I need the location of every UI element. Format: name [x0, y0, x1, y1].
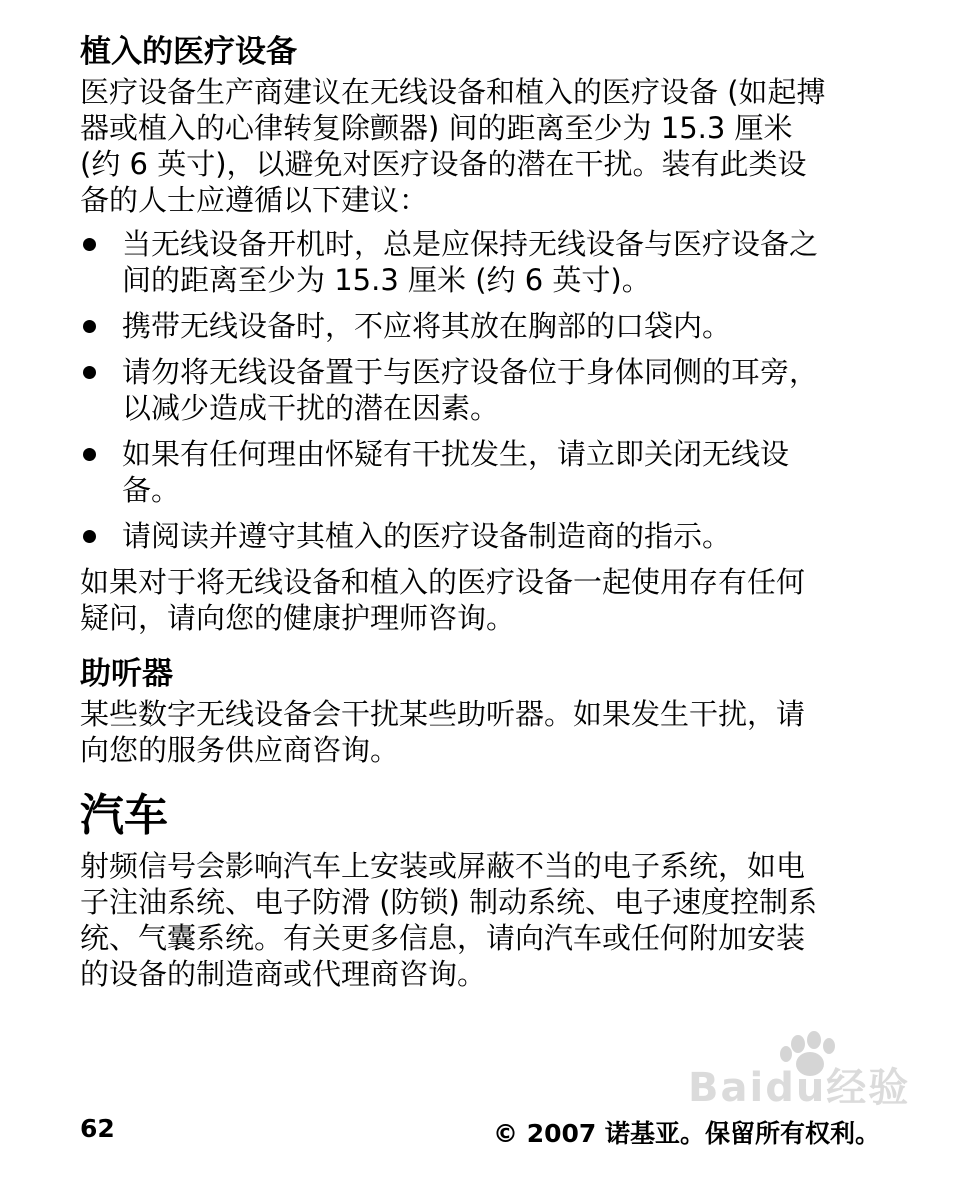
section-title-implants: 植入的医疗设备: [80, 34, 297, 70]
list-item: [80, 354, 888, 426]
vehicles-paragraph: [80, 848, 888, 992]
bullet-icon: [83, 238, 96, 251]
copyright-notice: © 2007 诺基亚。保留所有权利。: [493, 1119, 880, 1148]
text-line: 请勿将无线设备置于与医疗设备位于身体同侧的耳旁，: [122, 355, 819, 389]
text-line: 向您的服务供应商咨询。: [80, 733, 400, 767]
implant-intro-paragraph: [80, 74, 888, 218]
section-title-vehicles: 汽车: [80, 790, 168, 841]
page-number: 62: [80, 1114, 115, 1143]
text-line: 备的人士应遵循以下建议：: [80, 183, 429, 217]
implant-outro-paragraph: [80, 564, 888, 636]
bullet-icon: [83, 530, 96, 543]
bullet-icon: [83, 320, 96, 333]
list-item: [80, 226, 888, 298]
list-item: [80, 518, 888, 554]
text-line: 以减少造成干扰的潜在因素。: [122, 391, 500, 425]
baidu-watermark: [688, 1022, 911, 1118]
text-line: 的设备的制造商或代理商咨询。: [80, 957, 487, 991]
bullet-icon: [83, 448, 96, 461]
text-line: 统、气囊系统。有关更多信息，请向汽车或任何附加安装: [80, 921, 806, 955]
list-item: [80, 436, 888, 508]
list-item: [80, 308, 888, 344]
text-line: 当无线设备开机时，总是应保持无线设备与医疗设备之: [122, 227, 819, 261]
hearing-aids-paragraph: [80, 696, 888, 768]
recommendation-list: [80, 226, 888, 554]
text-line: 间的距离至少为 15.3 厘米 (约 6 英寸)。: [122, 263, 651, 297]
page-content: [80, 30, 888, 992]
text-line: 备。: [122, 473, 181, 507]
page-footer: [80, 1114, 880, 1148]
text-line: (约 6 英寸)，以避免对医疗设备的潜在干扰。装有此类设: [80, 147, 807, 181]
section-title-hearing-aids: 助听器: [80, 656, 173, 692]
text-line: 请阅读并遵守其植入的医疗设备制造商的指示。: [122, 519, 732, 553]
bullet-icon: [83, 366, 96, 379]
text-line: 器或植入的心律转复除颤器) 间的距离至少为 15.3 厘米: [80, 111, 793, 145]
watermark-text: Baidu经验: [688, 1065, 911, 1111]
text-line: 子注油系统、电子防滑 (防锁) 制动系统、电子速度控制系: [80, 885, 818, 919]
text-line: 携带无线设备时，不应将其放在胸部的口袋内。: [122, 309, 732, 343]
text-line: 射频信号会影响汽车上安装或屏蔽不当的电子系统，如电: [80, 849, 806, 883]
text-line: 如果对于将无线设备和植入的医疗设备一起使用存有任何: [80, 565, 806, 599]
text-line: 医疗设备生产商建议在无线设备和植入的医疗设备 (如起搏: [80, 75, 826, 109]
text-line: 疑问，请向您的健康护理师咨询。: [80, 601, 516, 635]
text-line: 如果有任何理由怀疑有干扰发生，请立即关闭无线设: [122, 437, 790, 471]
text-line: 某些数字无线设备会干扰某些助听器。如果发生干扰，请: [80, 697, 806, 731]
